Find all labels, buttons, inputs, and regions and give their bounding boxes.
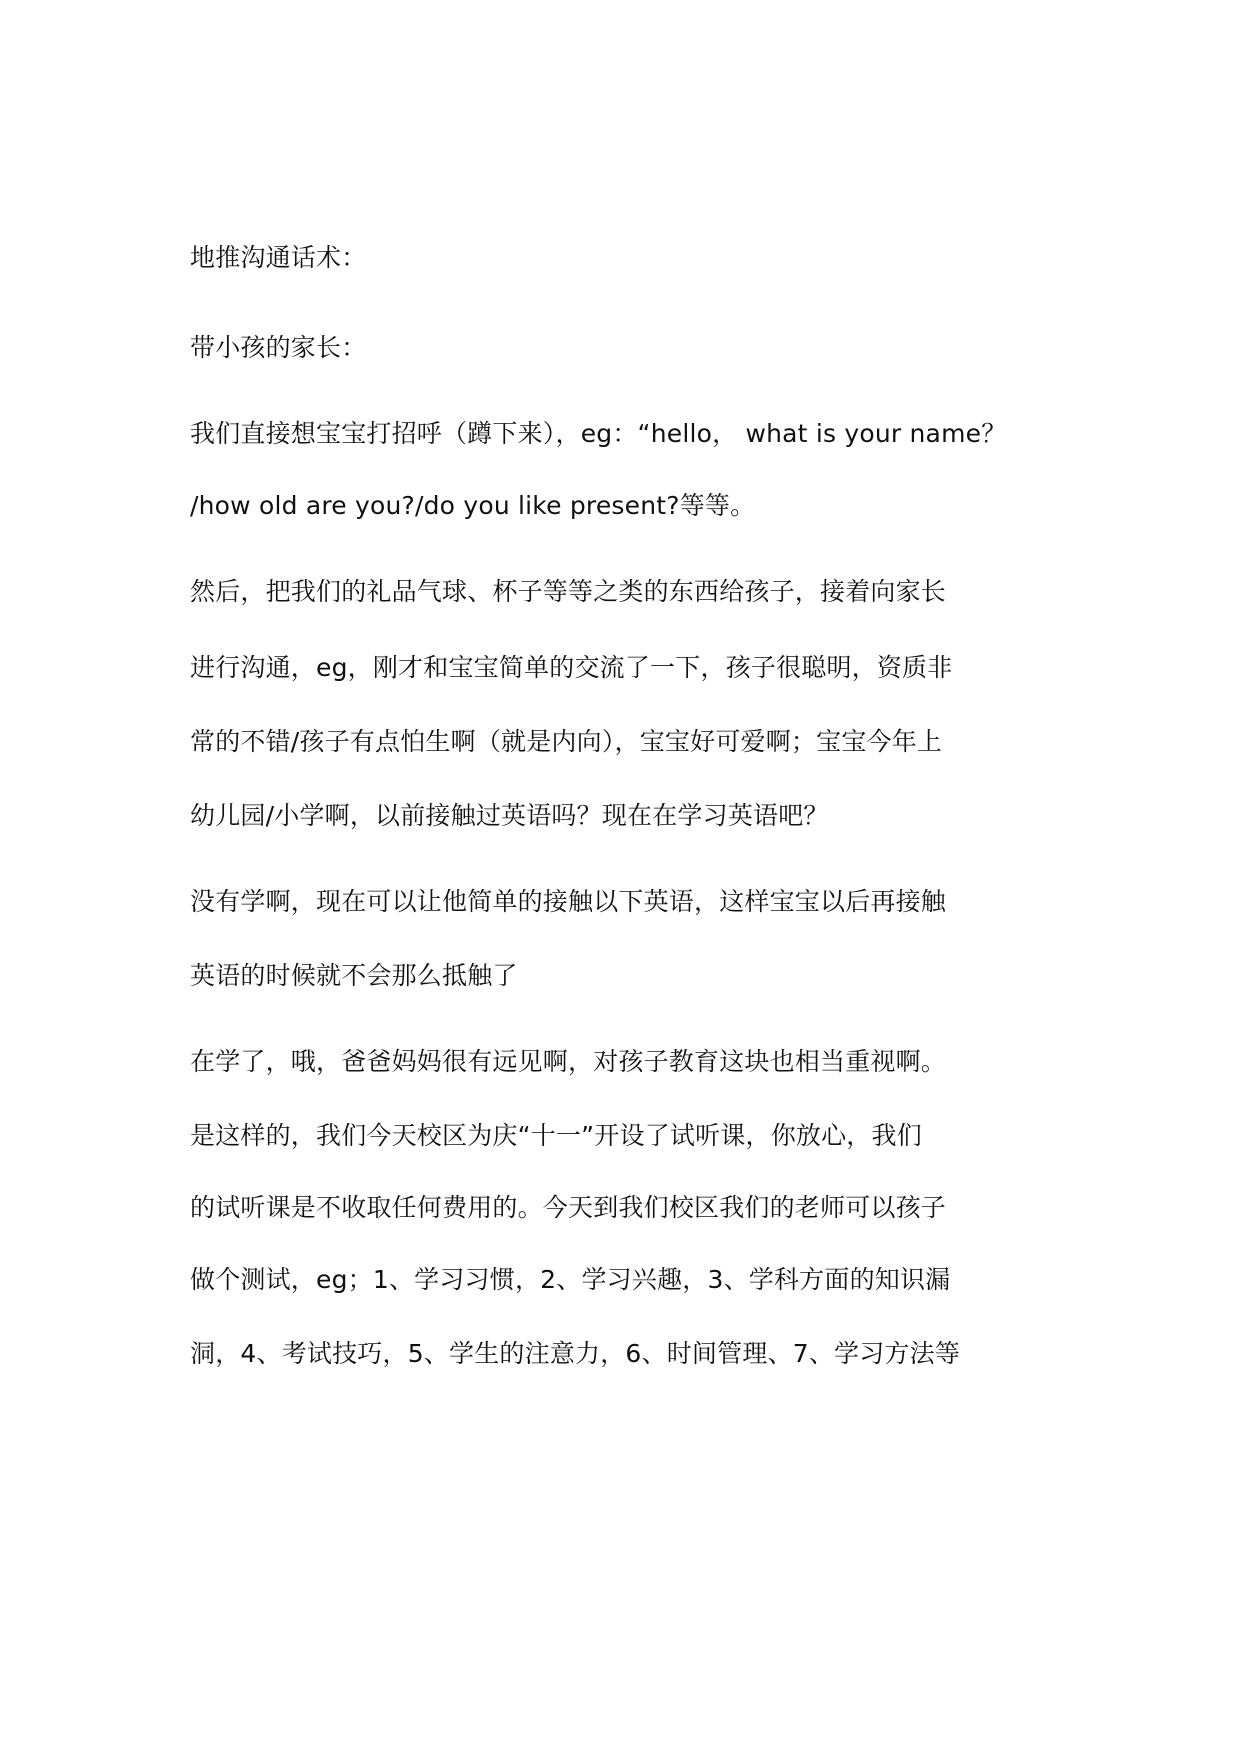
paragraph-line: 做个测试，eg；1、学习习惯，2、学习兴趣，3、学科方面的知识漏 xyxy=(190,1265,951,1294)
paragraph-line: 英语的时候就不会那么抵触了 xyxy=(190,961,518,990)
paragraph-line: 我们直接想宝宝打招呼（蹲下来），eg：“hello， what is your name？ xyxy=(190,419,1007,448)
paragraph-line: 的试听课是不收取任何费用的。今天到我们校区我们的老师可以孩子 xyxy=(190,1193,947,1222)
paragraph-line: 进行沟通，eg，刚才和宝宝简单的交流了一下，孩子很聪明，资质非 xyxy=(190,653,953,682)
paragraph-line: 然后，把我们的礼品气球、杯子等等之类的东西给孩子，接着向家长 xyxy=(190,577,947,606)
heading-script-title: 地推沟通话术： xyxy=(190,243,367,272)
subheading-parents-with-children: 带小孩的家长： xyxy=(190,333,367,362)
paragraph-line: 在学了，哦，爸爸妈妈很有远见啊，对孩子教育这块也相当重视啊。 xyxy=(190,1047,947,1076)
paragraph-line: 洞，4、考试技巧，5、学生的注意力，6、时间管理、7、学习方法等 xyxy=(190,1339,961,1368)
paragraph-line: 没有学啊，现在可以让他简单的接触以下英语，这样宝宝以后再接触 xyxy=(190,887,947,916)
paragraph-line: 常的不错/孩子有点怕生啊（就是内向），宝宝好可爱啊；宝宝今年上 xyxy=(190,727,943,756)
paragraph-line: /how old are you?/do you like present?等等。 xyxy=(190,491,756,520)
paragraph-line: 幼儿园/小学啊，以前接触过英语吗？现在在学习英语吧？ xyxy=(190,801,829,830)
paragraph-line: 是这样的，我们今天校区为庆“十一”开设了试听课，你放心，我们 xyxy=(190,1121,922,1150)
